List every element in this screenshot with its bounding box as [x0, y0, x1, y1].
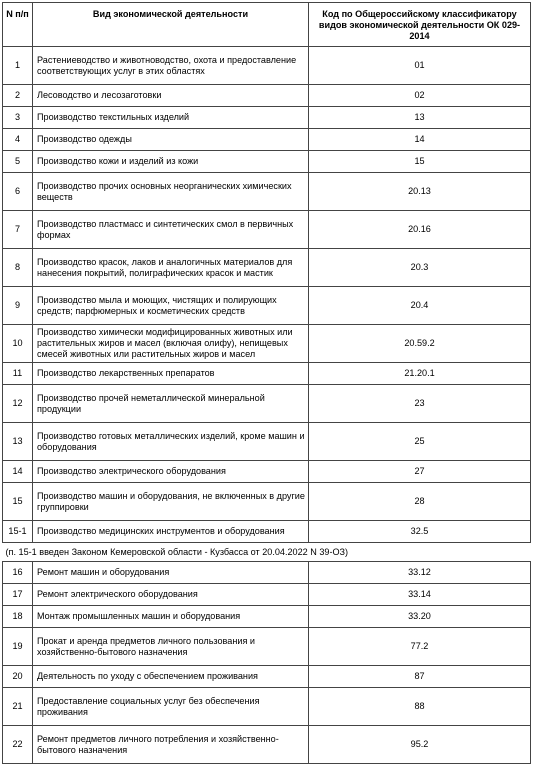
table-row — [3, 211, 531, 249]
row-number: 2 — [3, 85, 33, 107]
row-number: 7 — [3, 211, 33, 249]
okved-code: 33.20 — [309, 606, 531, 628]
okved-code: 20.4 — [309, 287, 531, 325]
activity-name: Прокат и аренда предметов личного пользования и хозяйственно-бытового назначения — [33, 628, 309, 666]
activity-name: Производство пластмасс и синтетических смол в первичных формах — [33, 211, 309, 249]
header-row — [3, 3, 531, 47]
okved-code: 33.14 — [309, 584, 531, 606]
okved-code: 20.59.2 — [309, 325, 531, 363]
okved-code: 28 — [309, 483, 531, 521]
table-row — [3, 151, 531, 173]
table-row — [3, 562, 531, 584]
okved-code: 95.2 — [309, 726, 531, 764]
okved-code: 88 — [309, 688, 531, 726]
row-number: 5 — [3, 151, 33, 173]
okved-code: 13 — [309, 107, 531, 129]
table-row — [3, 726, 531, 764]
header-num: N п/п — [3, 3, 33, 47]
activity-name: Предоставление социальных услуг без обеспечения проживания — [33, 688, 309, 726]
header-activity: Вид экономической деятельности — [33, 3, 309, 47]
table-row — [3, 249, 531, 287]
activity-name: Деятельность по уходу с обеспечением проживания — [33, 666, 309, 688]
row-number: 18 — [3, 606, 33, 628]
okved-code: 20.16 — [309, 211, 531, 249]
table-row — [3, 423, 531, 461]
activity-name: Производство медицинских инструментов и оборудования — [33, 521, 309, 543]
okved-code: 33.12 — [309, 562, 531, 584]
table-body-continued — [3, 562, 531, 764]
activity-name: Производство текстильных изделий — [33, 107, 309, 129]
row-number: 10 — [3, 325, 33, 363]
activity-name: Ремонт предметов личного потребления и хозяйственно-бытового назначения — [33, 726, 309, 764]
table-row — [3, 666, 531, 688]
row-number: 16 — [3, 562, 33, 584]
row-number: 21 — [3, 688, 33, 726]
okved-code: 77.2 — [309, 628, 531, 666]
row-number: 15-1 — [3, 521, 33, 543]
activity-name: Растениеводство и животноводство, охота и предоставление соответствующих услуг в этих областях — [33, 47, 309, 85]
okved-code: 02 — [309, 85, 531, 107]
header-code: Код по Общероссийскому классификатору видов экономической деятельности ОК 029-2014 — [309, 3, 531, 47]
okved-code: 25 — [309, 423, 531, 461]
okved-code: 01 — [309, 47, 531, 85]
row-number: 9 — [3, 287, 33, 325]
okved-code: 20.3 — [309, 249, 531, 287]
table-row — [3, 628, 531, 666]
table-row — [3, 287, 531, 325]
row-number: 12 — [3, 385, 33, 423]
activity-name: Лесоводство и лесозаготовки — [33, 85, 309, 107]
activity-name: Производство машин и оборудования, не включенных в другие группировки — [33, 483, 309, 521]
amendment-note-row — [3, 543, 531, 562]
activity-name: Производство красок, лаков и аналогичных материалов для нанесения покрытий, полиграфических красок и мастик — [33, 249, 309, 287]
row-number: 14 — [3, 461, 33, 483]
activity-name: Производство лекарственных препаратов — [33, 363, 309, 385]
okved-code: 27 — [309, 461, 531, 483]
okved-code: 87 — [309, 666, 531, 688]
activity-name: Производство электрического оборудования — [33, 461, 309, 483]
table-row — [3, 461, 531, 483]
okved-code: 14 — [309, 129, 531, 151]
okved-code: 15 — [309, 151, 531, 173]
amendment-note: (п. 15-1 введен Законом Кемеровской области - Кузбасса от 20.04.2022 N 39-ОЗ) — [3, 543, 531, 562]
table-body-main — [3, 47, 531, 543]
activity-name: Производство химически модифицированных животных или растительных жиров и масел (включая олифу), непищевых смесей животных или растительных жиров и масел — [33, 325, 309, 363]
table-row — [3, 129, 531, 151]
row-number: 6 — [3, 173, 33, 211]
activity-name: Производство готовых металлических изделий, кроме машин и оборудования — [33, 423, 309, 461]
row-number: 15 — [3, 483, 33, 521]
table-row — [3, 385, 531, 423]
row-number: 3 — [3, 107, 33, 129]
table-row — [3, 107, 531, 129]
activity-name: Ремонт машин и оборудования — [33, 562, 309, 584]
table-row — [3, 688, 531, 726]
row-number: 20 — [3, 666, 33, 688]
okved-code: 23 — [309, 385, 531, 423]
table-row — [3, 584, 531, 606]
row-number: 19 — [3, 628, 33, 666]
activity-name: Производство прочих основных неорганических химических веществ — [33, 173, 309, 211]
activity-name: Ремонт электрического оборудования — [33, 584, 309, 606]
row-number: 11 — [3, 363, 33, 385]
activity-name: Производство мыла и моющих, чистящих и полирующих средств; парфюмерных и косметических средств — [33, 287, 309, 325]
table-row — [3, 521, 531, 543]
activity-name: Производство кожи и изделий из кожи — [33, 151, 309, 173]
row-number: 22 — [3, 726, 33, 764]
row-number: 17 — [3, 584, 33, 606]
okved-code: 21.20.1 — [309, 363, 531, 385]
table-row — [3, 47, 531, 85]
activity-name: Производство прочей неметаллической минеральной продукции — [33, 385, 309, 423]
okved-code: 32.5 — [309, 521, 531, 543]
table-row — [3, 606, 531, 628]
row-number: 1 — [3, 47, 33, 85]
okved-code: 20.13 — [309, 173, 531, 211]
table-row — [3, 363, 531, 385]
activity-name: Монтаж промышленных машин и оборудования — [33, 606, 309, 628]
table-row — [3, 483, 531, 521]
table-row — [3, 173, 531, 211]
row-number: 4 — [3, 129, 33, 151]
row-number: 13 — [3, 423, 33, 461]
table-row — [3, 85, 531, 107]
activity-name: Производство одежды — [33, 129, 309, 151]
row-number: 8 — [3, 249, 33, 287]
table-row — [3, 325, 531, 363]
table-body-note — [3, 543, 531, 562]
activity-table — [2, 2, 531, 764]
